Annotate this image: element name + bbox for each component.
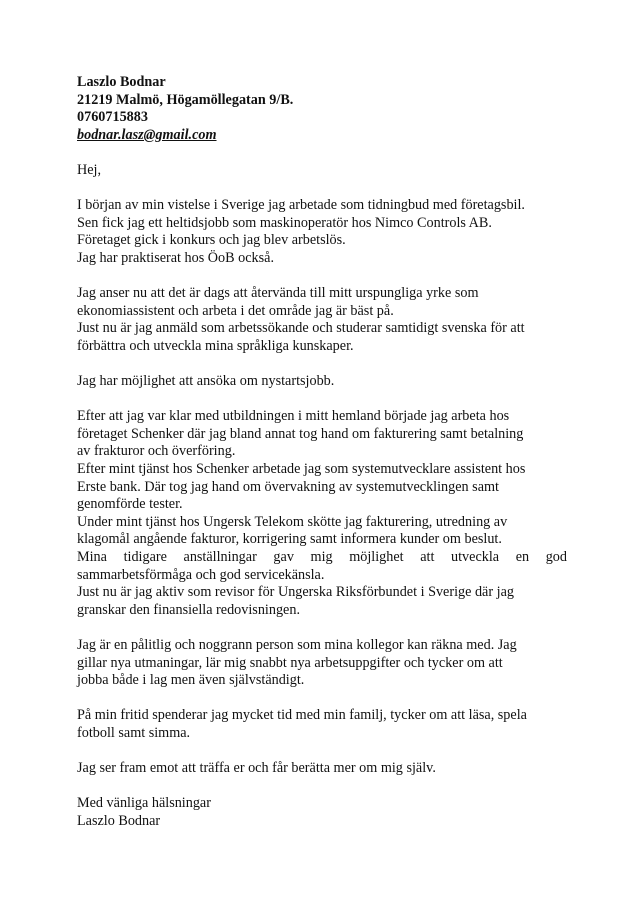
paragraph-line: granskar den finansiella redovisningen. bbox=[77, 601, 300, 618]
paragraph-personality bbox=[77, 637, 567, 690]
paragraph-line: förbättra och utveckla mina språkliga kunskaper. bbox=[77, 337, 354, 354]
paragraph-line: Mina tidigare anställningar gav mig möjlighet att utveckla en god bbox=[77, 549, 567, 566]
paragraph-line: gillar nya utmaningar, lär mig snabbt nya arbetsuppgifter och tycker om att bbox=[77, 654, 503, 671]
paragraph-line: Sen fick jag ett heltidsjobb som maskinoperatör hos Nimco Controls AB. bbox=[77, 214, 492, 231]
closing-block bbox=[77, 795, 567, 830]
paragraph-experience bbox=[77, 408, 567, 619]
paragraph-nystartsjobb bbox=[77, 373, 567, 391]
greeting: Hej, bbox=[77, 161, 102, 178]
paragraph-line: Just nu är jag anmäld som arbetssökande och studerar samtidigt svenska för att bbox=[77, 320, 525, 337]
paragraph-line: I början av min vistelse i Sverige jag arbetade som tidningbud med företagsbil. bbox=[77, 197, 525, 214]
paragraph-line: Jag har praktiserat hos ÖoB också. bbox=[77, 249, 274, 266]
paragraph-closing-remark bbox=[77, 760, 567, 778]
sender-phone: 0760715883 bbox=[77, 109, 148, 126]
paragraph-line: Jag ser fram emot att träffa er och får berätta mer om mig själv. bbox=[77, 760, 436, 777]
paragraph-line: Erste bank. Där tog jag hand om övervakning av systemutvecklingen samt bbox=[77, 478, 499, 495]
paragraph-line: sammarbetsförmåga och god servicekänsla. bbox=[77, 566, 325, 583]
paragraph-line: jobba både i lag men även självständigt. bbox=[77, 672, 305, 689]
cover-letter bbox=[77, 74, 567, 831]
paragraph-career-change bbox=[77, 285, 567, 355]
paragraph-line: Efter att jag var klar med utbildningen i mitt hemland började jag arbeta hos bbox=[77, 408, 510, 425]
paragraph-line: Efter mint tjänst hos Schenker arbetade jag som systemutvecklare assistent hos bbox=[77, 461, 526, 478]
sender-header bbox=[77, 74, 567, 144]
paragraph-line: fotboll samt simma. bbox=[77, 724, 191, 741]
paragraph-intro bbox=[77, 197, 567, 267]
paragraph-line: Jag anser nu att det är dags att återvända till mitt urspungliga yrke som bbox=[77, 285, 479, 302]
paragraph-line: företaget Schenker där jag bland annat tog hand om fakturering samt betalning bbox=[77, 425, 524, 442]
paragraph-line: klagomål angående fakturor, korrigering samt informera kunder om beslut. bbox=[77, 531, 502, 548]
paragraph-line: av frakturor och överföring. bbox=[77, 443, 236, 460]
paragraph-line: Jag har möjlighet att ansöka om nystartsjobb. bbox=[77, 373, 335, 390]
paragraph-line: genomförde tester. bbox=[77, 496, 183, 513]
paragraph-line: På min fritid spenderar jag mycket tid med min familj, tycker om att läsa, spela bbox=[77, 707, 527, 724]
greeting-block bbox=[77, 162, 567, 180]
paragraph-line: Företaget gick i konkurs och jag blev arbetslös. bbox=[77, 232, 346, 249]
paragraph-line: Under mint tjänst hos Ungersk Telekom skötte jag fakturering, utredning av bbox=[77, 513, 508, 530]
closing-salutation: Med vänliga hälsningar bbox=[77, 795, 211, 812]
paragraph-hobbies bbox=[77, 707, 567, 742]
paragraph-line: ekonomiassistent och arbeta i det område jag är bäst på. bbox=[77, 302, 394, 319]
signature-name: Laszlo Bodnar bbox=[77, 812, 161, 829]
sender-email[interactable]: bodnar.lasz@gmail.com bbox=[77, 126, 217, 143]
sender-address: 21219 Malmö, Högamöllegatan 9/B. bbox=[77, 91, 294, 108]
paragraph-line: Jag är en pålitlig och noggrann person som mina kollegor kan räkna med. Jag bbox=[77, 637, 517, 653]
sender-name: Laszlo Bodnar bbox=[77, 74, 166, 90]
paragraph-line: Just nu är jag aktiv som revisor för Ungerska Riksförbundet i Sverige där jag bbox=[77, 584, 514, 601]
